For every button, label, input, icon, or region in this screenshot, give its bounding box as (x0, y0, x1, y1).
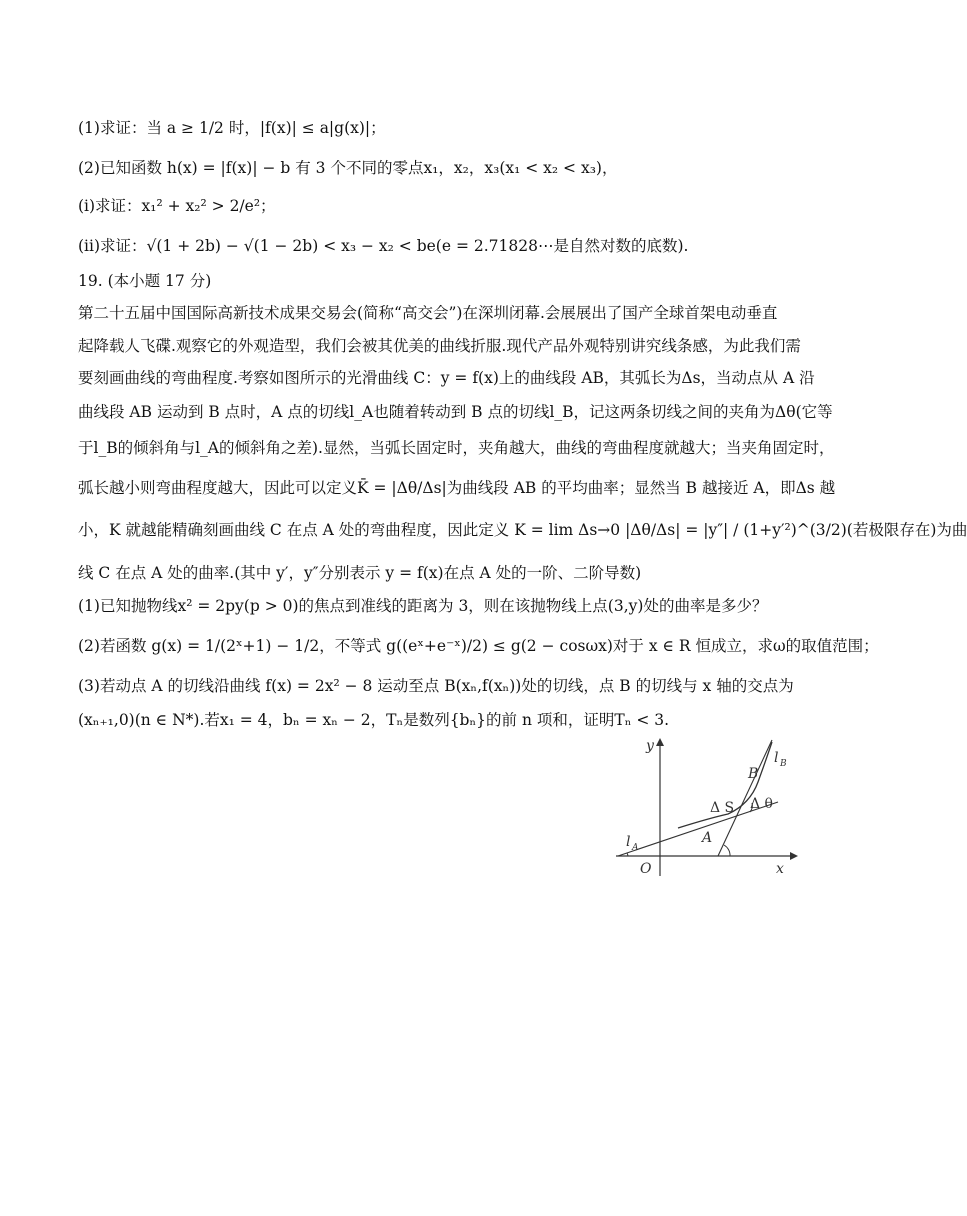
tangent-a-label: l (626, 834, 631, 850)
text-line-9: 曲线段 AB 运动到 B 点时，A 点的切线l_A也随着转动到 B 点的切线l_B，记这两条切线之间的夹角为Δθ(它等 (78, 403, 833, 421)
delta-theta-label: Δ θ (750, 796, 773, 812)
tangent-a-subscript: A (632, 843, 639, 853)
text-line-2: (2)已知函数 h(x) = |f(x)| − b 有 3 个不同的零点x₁，x₂，x₃(x₁ < x₂ < x₃)， (78, 159, 618, 177)
y-axis-arrow-icon (656, 738, 664, 746)
subquestion-1: (1)已知抛物线x² = 2py(p > 0)的焦点到准线的距离为 3，则在该抛物线上点(3,y)处的曲率是多少？ (78, 597, 768, 615)
subquestion-3-cont: (xₙ₊₁,0)(n ∈ N*).若x₁ = 4，bₙ = xₙ − 2，Tₙ是数列{bₙ}的前 n 项和，证明Tₙ < 3. (78, 711, 670, 729)
text-line-1: (1)求证：当 a ≥ 1/2 时，|f(x)| ≤ a|g(x)|； (78, 119, 386, 137)
x-axis-arrow-icon (790, 852, 798, 860)
text-line-11: 弧长越小则弯曲程度越大，因此可以定义K̄ = |Δθ/Δs|为曲线段 AB 的平均曲率；显然当 B 越接近 A，即Δs 越 (78, 479, 836, 497)
point-b-label: B (748, 766, 759, 782)
text-line-8: 要刻画曲线的弯曲程度.考察如图所示的光滑曲线 C：y = f(x)上的曲线段 AB，其弧长为Δs，当动点从 A 沿 (78, 369, 815, 387)
text-line-4: (ii)求证：√(1 + 2b) − √(1 − 2b) < x₃ − x₂ < be(e = 2.71828⋯是自然对数的底数). (78, 237, 689, 255)
delta-s-label: Δ S (710, 800, 735, 816)
point-a-label: A (702, 830, 713, 846)
subquestion-2: (2)若函数 g(x) = 1/(2ˣ+1) − 1/2，不等式 g((eˣ+e⁻ˣ)/2) ≤ g(2 − cosωx)对于 x ∈ R 恒成立，求ω的取值范围； (78, 637, 879, 655)
y-axis-label: y (646, 738, 654, 754)
x-axis-label: x (776, 861, 784, 877)
text-line-3: (i)求证：x₁² + x₂² > 2/e²； (78, 197, 276, 215)
question-header: 19. (本小题 17 分) (78, 272, 212, 290)
subquestion-3: (3)若动点 A 的切线沿曲线 f(x) = 2x² − 8 运动至点 B(xₙ,f(xₙ))处的切线，点 B 的切线与 x 轴的交点为 (78, 677, 794, 695)
origin-label: O (640, 861, 652, 877)
tangent-b-subscript: B (780, 759, 787, 769)
tangent-b-label: l (774, 750, 779, 766)
text-line-6: 第二十五届中国国际高新技术成果交易会(简称“高交会”)在深圳闭幕.会展展出了国产全球首架电动垂直 (78, 304, 778, 322)
text-line-13: 线 C 在点 A 处的曲率.(其中 y′，y″分别表示 y = f(x)在点 A 处的一阶、二阶导数) (78, 564, 642, 582)
angle-arc-b (724, 845, 730, 856)
text-line-12: 小，K 就越能精确刻画曲线 C 在点 A 处的弯曲程度，因此定义 K = lim Δs→0 |Δθ/Δs| = |y″| / (1+y′²)^(3/2)(若极限存在)为曲 (78, 521, 967, 539)
curvature-figure (610, 730, 800, 880)
text-line-10: 于l_B的倾斜角与l_A的倾斜角之差).显然，当弧长固定时，夹角越大，曲线的弯曲程度就越大；当夹角固定时， (78, 439, 835, 457)
text-line-7: 起降载人飞碟.观察它的外观造型，我们会被其优美的曲线折服.现代产品外观特别讲究线条感，为此我们需 (78, 337, 801, 355)
